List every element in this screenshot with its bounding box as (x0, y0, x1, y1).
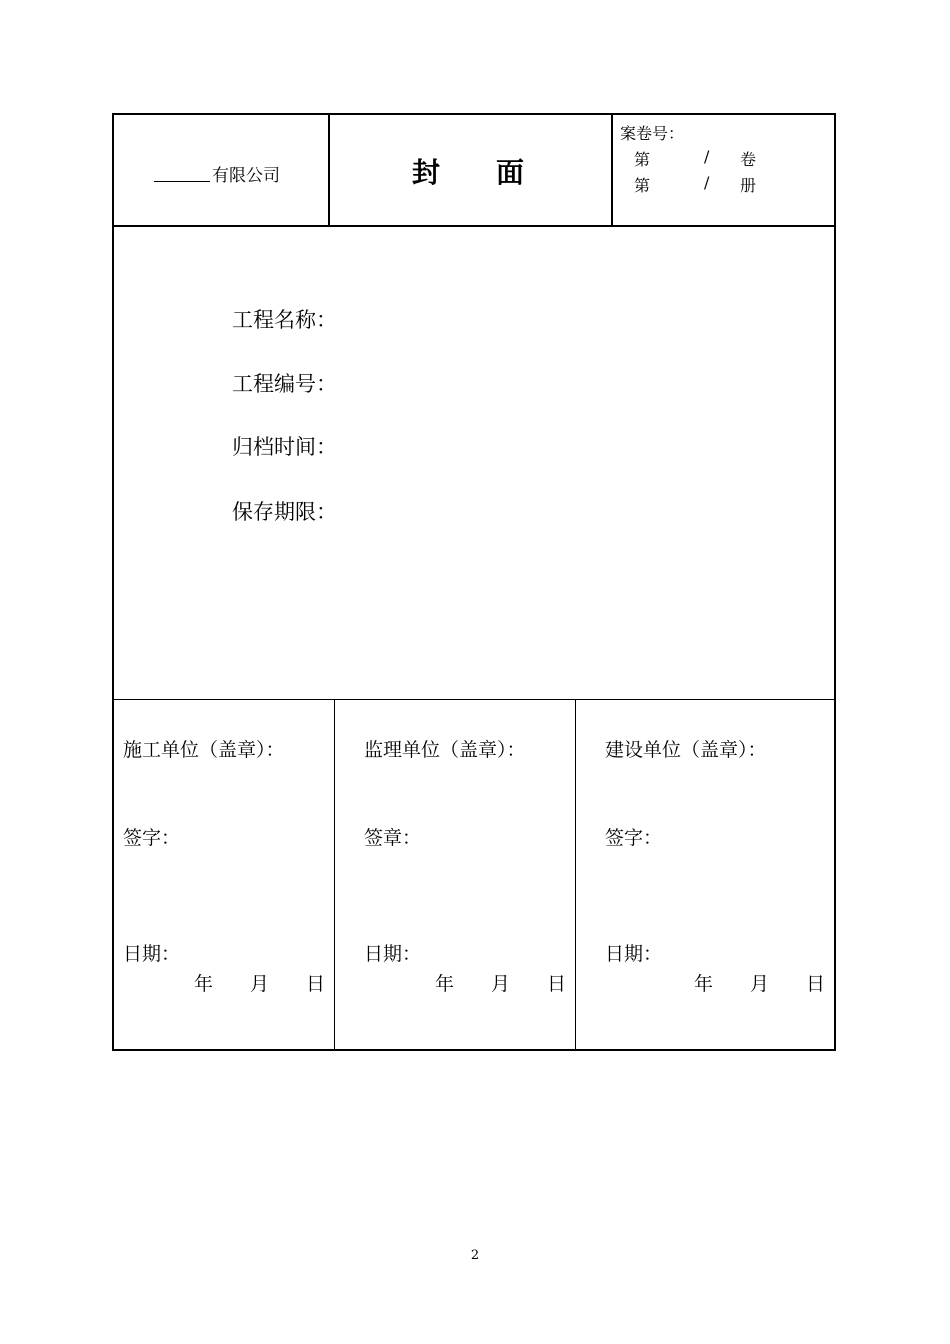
archive-time-label: 归档时间： (232, 435, 337, 459)
company-name-blank (154, 167, 210, 182)
year-label: 年 (435, 973, 455, 995)
book-row-prefix: 第 (634, 176, 651, 195)
volume-label: 案卷号： (620, 124, 685, 143)
company-name (154, 161, 280, 186)
month-label: 月 (750, 973, 770, 995)
supervision-sign-label: 签章： (364, 827, 422, 849)
retention-period-label: 保存期限： (232, 500, 337, 524)
volume-row-slash: / (704, 147, 710, 166)
owner-unit-label: 建设单位（盖章）： (605, 739, 767, 761)
page-number: 2 (470, 1248, 480, 1263)
day-label: 日 (547, 973, 567, 995)
page-title (412, 151, 524, 191)
supervision-unit-label: 监理单位（盖章）： (364, 739, 526, 761)
signature-col-divider-2 (575, 700, 576, 1051)
year-label: 年 (194, 973, 214, 995)
construction-unit-label: 施工单位（盖章）： (123, 739, 285, 761)
company-suffix: 有限公司 (212, 166, 280, 186)
owner-sign-label: 签字： (605, 827, 663, 849)
signature-col-divider-1 (334, 700, 335, 1051)
day-label: 日 (306, 973, 326, 995)
volume-row-unit: 卷 (740, 150, 757, 169)
construction-sign-label: 签字： (123, 827, 181, 849)
construction-date-label: 日期： (123, 943, 181, 965)
volume-row-prefix: 第 (634, 150, 651, 169)
project-number-label: 工程编号： (232, 372, 337, 396)
book-row-unit: 册 (740, 176, 757, 195)
header-divider (114, 225, 834, 227)
year-label: 年 (694, 973, 714, 995)
title-left: 封 (412, 156, 441, 189)
owner-date-label: 日期： (605, 943, 663, 965)
day-label: 日 (806, 973, 826, 995)
supervision-date-label: 日期： (364, 943, 422, 965)
project-name-label: 工程名称： (232, 308, 337, 332)
cover-form (112, 113, 836, 1051)
title-right: 面 (496, 156, 525, 189)
signature-divider (114, 699, 834, 700)
month-label: 月 (491, 973, 511, 995)
month-label: 月 (250, 973, 270, 995)
header-col-divider-1 (328, 115, 330, 226)
header-col-divider-2 (611, 115, 613, 226)
book-row-slash: / (704, 173, 710, 192)
